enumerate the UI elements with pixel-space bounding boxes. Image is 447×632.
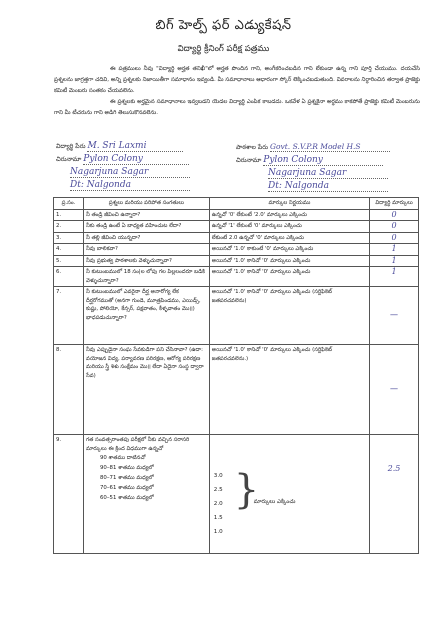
grade-point: 2.0 [213,501,223,507]
row-question: నీ కుటుంబములో 18 సం|ల లోపు గల పిల్లలందరూ బడికి వెళ్ళుచున్నారా? [83,267,209,287]
row-score-cell[interactable] [370,221,419,233]
table-row [54,244,419,256]
table-row [54,345,419,435]
student-address-value: Pylon Colony [83,154,189,165]
student-address-label: చిరునామా [56,156,82,163]
table-row [54,232,419,244]
row-score-cell[interactable] [370,232,419,244]
instructions-paragraph-1: ఈ పత్రములు నీవు "విద్యార్థి అర్హత తనిఖీ"లో అర్హత పొందిన గాని, అంగీకరించబడిన గాని లేకుండా ఉన్న గాని పూర్తి చేయుము. దయచేసి ప్రశ్నలను జాగ్రత్తగా చదివి, అన్ని ప్రశ్నలకు నిజాయితీగా సమాధానం ఇవ్వండి. మీ సమాధానాలు ఆధారంగా స్కోర్ లెక్కించబడుతుంది. వివరాలను నిర్ధారించిన తర్వాత ప్రాజెక్టు కమిటీ మెంబరు సంతకం చేయవలెను. [54,66,420,94]
student-address-line3[interactable]: Dt: Nalgonda [70,180,190,191]
row-number: 6. [54,267,84,287]
row-number: 2. [54,221,84,233]
header-reference: మార్కుల నిర్ణయము [209,198,369,210]
form-subtitle: విద్యార్థి క్రీనింగ్ పరీక్ష పత్రము [177,44,270,54]
row-number: 5. [54,255,84,267]
row-number: 9. [54,435,84,554]
instructions-paragraph-2: ఈ ప్రశ్నలకు అర్హమైన సమాధానాలు ఇవ్వబడని యెడల విద్యార్థి ఎంపిక కాబడదు. ఒకవేళ ఏ ప్రశ్నకైనా అర్థము కాకపోతే ప్రాజెక్టు కమిటీ మెంబరును గాని మీ టీచరును గాని అడిగి తెలుసుకొనవలెను. [54,99,420,116]
school-address-value: Pylon Colony [263,155,383,166]
grade-band: 90–81 శాతము మధ్యలో [99,465,154,471]
row-score-cell[interactable] [370,244,419,256]
row-reference-cell [209,435,369,554]
table-row [54,209,419,221]
row-score-cell[interactable] [370,209,419,221]
row-question: నీ తండ్రి జీవించి ఉన్నారా? [83,209,209,221]
grade-point: 2.5 [213,487,223,493]
row-score: 0 [391,209,397,219]
row-question: నీవు ఎప్పుడైనా సంఘ సేవకుడిగా పని చేసినావా? (ఉదా: వయోజన విద్య, పర్యావరణ పరిరక్షణ, ఆరోగ్య పరిరక్షణ మరియు స్త్రీ శిశు సంక్షేమం మొ॥ లేదా ఏదైనా సంస్థ ద్వారా సేవ) [83,345,209,435]
row-number: 7. [54,287,84,345]
row-reference: అయినచో '1.0' కాకుంటే '0' మార్కులు ఎక్కించు [209,244,369,256]
student-address-line2[interactable]: Nagarjuna Sagar [70,167,190,178]
row-score: — [390,310,399,320]
table-row [54,435,419,554]
row-score-cell[interactable] [370,435,419,554]
header-question: ప్రశ్నలు మరియు పరిపోత సంగతులు [83,198,209,210]
row-score-cell[interactable] [370,267,419,287]
row-question-cell [83,435,209,554]
row-score-cell[interactable] [370,287,419,345]
table-row [54,267,419,287]
row-reference: అయినచో '1.0' కానిచో '0' మార్కులు ఎక్కించు (సర్టిఫికెట్ జతపరచవలెను) [209,287,369,345]
instructions-block [54,64,420,119]
row-question: నీకు తండ్రి ఉంటే ఏ బాధ్యత వహించుట లేదా? [83,221,209,233]
screening-table [53,197,419,554]
row-reference: అయినచో '1.0' కానిచో '0' మార్కులు ఎక్కించు [209,255,369,267]
row-question: గత సంవత్సరాంతపు పరీక్షలో నీకు వచ్చిన సరాసరి మార్కులు ఈ క్రింద విధముగా ఉన్నచో [85,437,190,452]
row-score-cell[interactable] [370,255,419,267]
row-score-cell[interactable] [370,345,419,435]
school-address-line3[interactable]: Dt: Nalgonda [268,181,388,192]
row-number: 4. [54,244,84,256]
grade-point: 1.5 [213,515,223,521]
school-address-field[interactable] [236,155,383,166]
student-name-value: M. Sri Laxmi [87,141,183,152]
row-number: 1. [54,209,84,221]
school-address-line2[interactable]: Nagarjuna Sagar [268,168,388,179]
grade-band: 90 శాతము దాటినచో [99,455,146,461]
school-address-label: చిరునామా [236,157,262,164]
grade-scale-note: మార్కులు ఎక్కించు [253,499,296,505]
grade-point: 3.0 [213,473,223,479]
row-number: 8. [54,345,84,435]
row-question: నీవు ప్రభుత్వ పాఠశాలకు వెళ్ళుచున్నావా? [83,255,209,267]
row-score: — [390,384,399,394]
row-reference: అయినచో '1.0' కానిచో '0' మార్కులు ఎక్కించు (సర్టిఫికెట్ జతపరచవలెను.) [209,345,369,435]
grade-band: 70–61 శాతము మధ్యలో [99,485,154,491]
row-reference: ఉన్నచో '0' లేకుంటే '2.0' మార్కులు ఎక్కించు [209,209,369,221]
table-row [54,287,419,345]
school-name-label: పాఠశాల పేరు [236,144,269,151]
row-number: 3. [54,232,84,244]
header-score: విద్యార్థి మార్కులు [370,198,419,210]
form-title: బిగ్ హెల్ప్ ఫర్ ఎడ్యుకేషన్ [155,18,292,33]
table-row [54,221,419,233]
school-name-field[interactable] [236,142,390,152]
row-score: 0 [391,232,397,242]
brace-icon: } [233,467,260,513]
grade-band: 60–51 శాతము మధ్యలో [99,495,154,501]
student-address-field[interactable] [56,154,189,165]
grade-band: 80–71 శాతము మధ్యలో [99,475,154,481]
school-name-value: Govt. S.V.P.R Model H.S [270,142,390,152]
grade-scale [212,436,367,552]
table-header-row [54,198,419,210]
grade-point: 1.0 [213,529,223,535]
student-name-field[interactable] [56,141,183,152]
row-reference: లేకుంటే 2.0 ఉన్నచో '0' మార్కులు ఎక్కించు [209,232,369,244]
row-reference: అయినచో '1.0' కానిచో '0' మార్కులు ఎక్కించు [209,267,369,287]
table-row [54,255,419,267]
header-no: ప్ర.సం. [54,198,84,210]
row-question: నీవు బాలికవా? [83,244,209,256]
student-name-label: విద్యార్థి పేరు [56,143,86,150]
row-score: 2.5 [387,464,401,473]
row-reference: ఉన్నచో '1' లేకుంటే '0' మార్కులు ఎక్కించు [209,221,369,233]
row-score: 1 [391,244,397,253]
row-score: 1 [391,267,397,276]
grade-band-list [86,453,207,503]
row-question: నీ తల్లి జీవించి యున్నదా? [83,232,209,244]
row-score: 0 [391,221,397,230]
row-question: నీ కుటుంబములో ఎవరైనా దీర్ఘ అనారోగ్య లేక దీర్ఘరోగముతో (అనగా గుండె, మూత్రపిండము, ఎయిడ్స్, కుష్టు, పోలియో, కేన్సర్, పక్షవాతం, కీళ్ళవాతం మొ॥) భాధపడుచున్నారా? [83,287,209,345]
row-score: 1 [391,255,397,265]
